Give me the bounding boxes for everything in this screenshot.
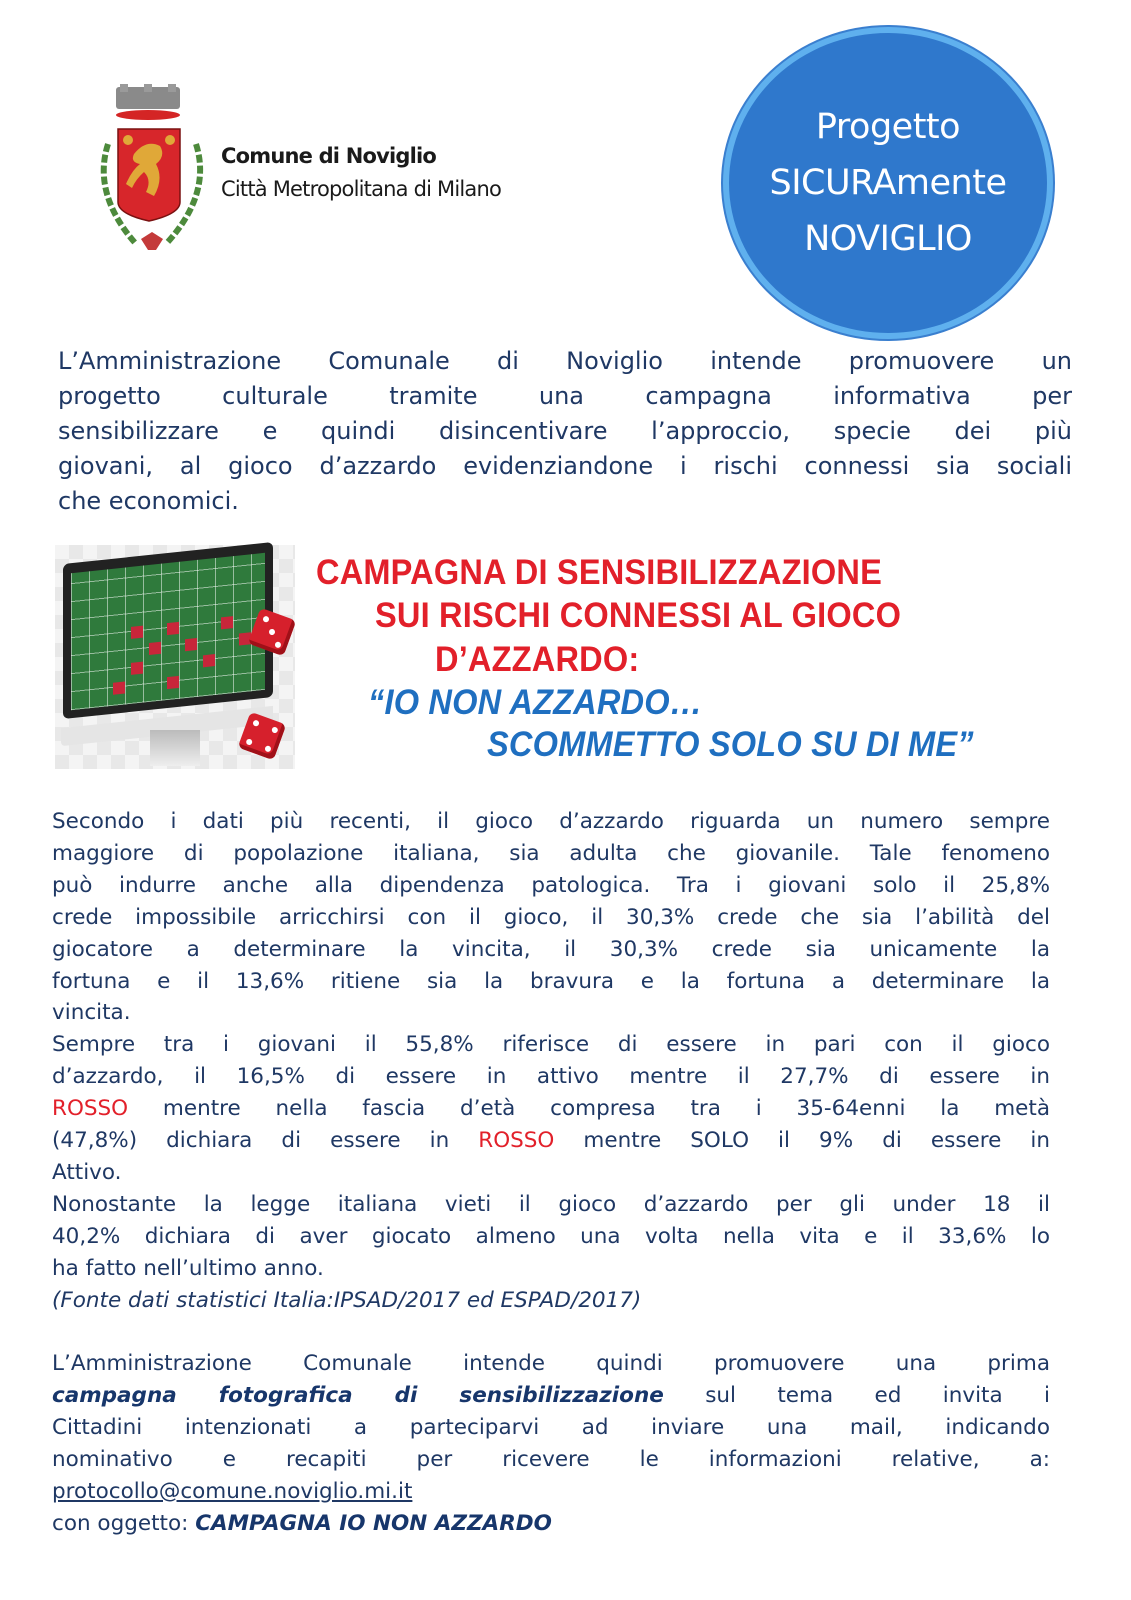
text-line [52,1157,1050,1189]
text-segment: Secondo i dati più recenti, il gioco d’azzardo riguarda un numero sempre [52,809,1050,834]
email-link[interactable]: protocollo@comune.noviglio.mi.it [52,1479,413,1505]
intro-paragraph [58,344,1072,519]
text-segment: Cittadini intenzionati a parteciparvi ad inviare una mail, indicando [52,1415,1050,1441]
text-segment: sul tema ed invita i [663,1383,1050,1409]
campaign-slogan-line: SCOMMETTO SOLO SU DI ME” [487,725,974,764]
project-badge [723,27,1053,339]
emphasis-text: CAMPAGNA IO NON AZZARDO [195,1510,552,1536]
text-line [58,414,1072,449]
text-segment: giocatore a determinare la vincita, il 30,3% crede sia unicamente la [52,936,1050,962]
text-segment: mentre SOLO il 9% di essere in [554,1128,1050,1154]
campaign-title-line: D’AZZARDO: [435,640,640,679]
roulette-monitor-image [55,545,295,769]
text-line [52,838,1050,870]
text-segment: maggiore di popolazione italiana, sia adulta che giovanile. Tale fenomeno [52,840,1050,866]
text-segment: può indurre anche alla dipendenza patologica. Tra i giovani solo il 25,8% [52,872,1050,898]
text-line [52,1253,1050,1285]
text-line [52,1221,1050,1253]
text-line [52,902,1050,934]
highlight-red-text: ROSSO [52,1096,129,1122]
blank-line [52,1317,1050,1349]
text-line [52,1061,1050,1093]
text-segment: crede impossibile arricchirsi con il gioco, il 30,3% crede che sia l’abilità del [52,904,1050,930]
badge-line: Progetto [815,107,961,147]
text-segment: Attivo. [52,1159,122,1185]
monitor-icon [63,542,273,719]
text-segment: d’azzardo, il 16,5% di essere in attivo mentre il 27,7% di essere in [52,1064,1050,1090]
text-line [58,484,1072,519]
text-line [52,1348,1050,1380]
text-line [52,966,1050,998]
text-segment: vincita. [52,1000,131,1026]
text-line [52,997,1050,1029]
text-segment: (47,8%) dichiara di essere in [52,1128,479,1154]
text-line [52,870,1050,902]
town-name: Comune di Noviglio [221,144,437,168]
campaign-slogan-line: “IO NON AZZARDO… [368,683,703,722]
text-line [52,1029,1050,1061]
campaign-title-line: CAMPAGNA DI SENSIBILIZZAZIONE [316,553,882,592]
body-text [52,806,1050,1540]
text-segment: che economici. [58,487,239,515]
text-segment: L’Amministrazione Comunale di Noviglio intende promuovere un [58,347,1072,375]
text-segment: 40,2% dichiara di aver giocato almeno una volta nella vita e il 33,6% lo [52,1223,1050,1249]
text-segment: giovani, al gioco d’azzardo evidenziandone i rischi connessi sia sociali [58,452,1072,480]
text-line [52,1093,1050,1125]
text-segment: Sempre tra i giovani il 55,8% riferisce di essere in pari con il gioco [52,1032,1050,1058]
text-line [52,1285,1050,1317]
text-segment: con oggetto: [52,1510,196,1536]
badge-line: SICURAmente [769,163,1007,203]
emphasis-text: campagna fotografica di sensibilizzazione [52,1383,664,1409]
text-line [52,1380,1050,1412]
campaign-title-line: SUI RISCHI CONNESSI AL GIOCO [375,596,902,635]
coat-of-arms-logo [86,84,218,254]
town-subtitle: Città Metropolitana di Milano [221,177,502,201]
text-segment: sensibilizzare e quindi disincentivare l’approccio, specie dei più [58,417,1072,445]
text-segment: nominativo e recapiti per ricevere le informazioni relative, a: [52,1447,1050,1473]
text-segment: L’Amministrazione Comunale intende quindi promuovere una prima [52,1351,1050,1377]
text-segment: Nonostante la legge italiana vieti il gioco d’azzardo per gli under 18 il [52,1191,1050,1217]
text-segment: ha fatto nell’ultimo anno. [52,1255,324,1281]
text-line [52,1189,1050,1221]
text-line [52,1412,1050,1444]
badge-line: NOVIGLIO [804,219,972,259]
text-segment: fortuna e il 13,6% ritiene sia la bravura e la fortuna a determinare la [52,968,1050,994]
text-line [58,344,1072,379]
source-note: (Fonte dati statistici Italia:IPSAD/2017 ed ESPAD/2017) [52,1287,642,1313]
text-line [52,1444,1050,1476]
text-line [58,379,1072,414]
text-line [52,806,1050,838]
text-line [52,1508,1050,1540]
highlight-red-text: ROSSO [478,1128,555,1154]
text-segment: progetto culturale tramite una campagna informativa per [58,382,1072,410]
text-line [58,449,1072,484]
text-line [52,934,1050,966]
text-line [52,1125,1050,1157]
text-line [52,1476,1050,1508]
text-segment: mentre nella fascia d’età compresa tra i 35-64enni la metà [128,1096,1050,1122]
